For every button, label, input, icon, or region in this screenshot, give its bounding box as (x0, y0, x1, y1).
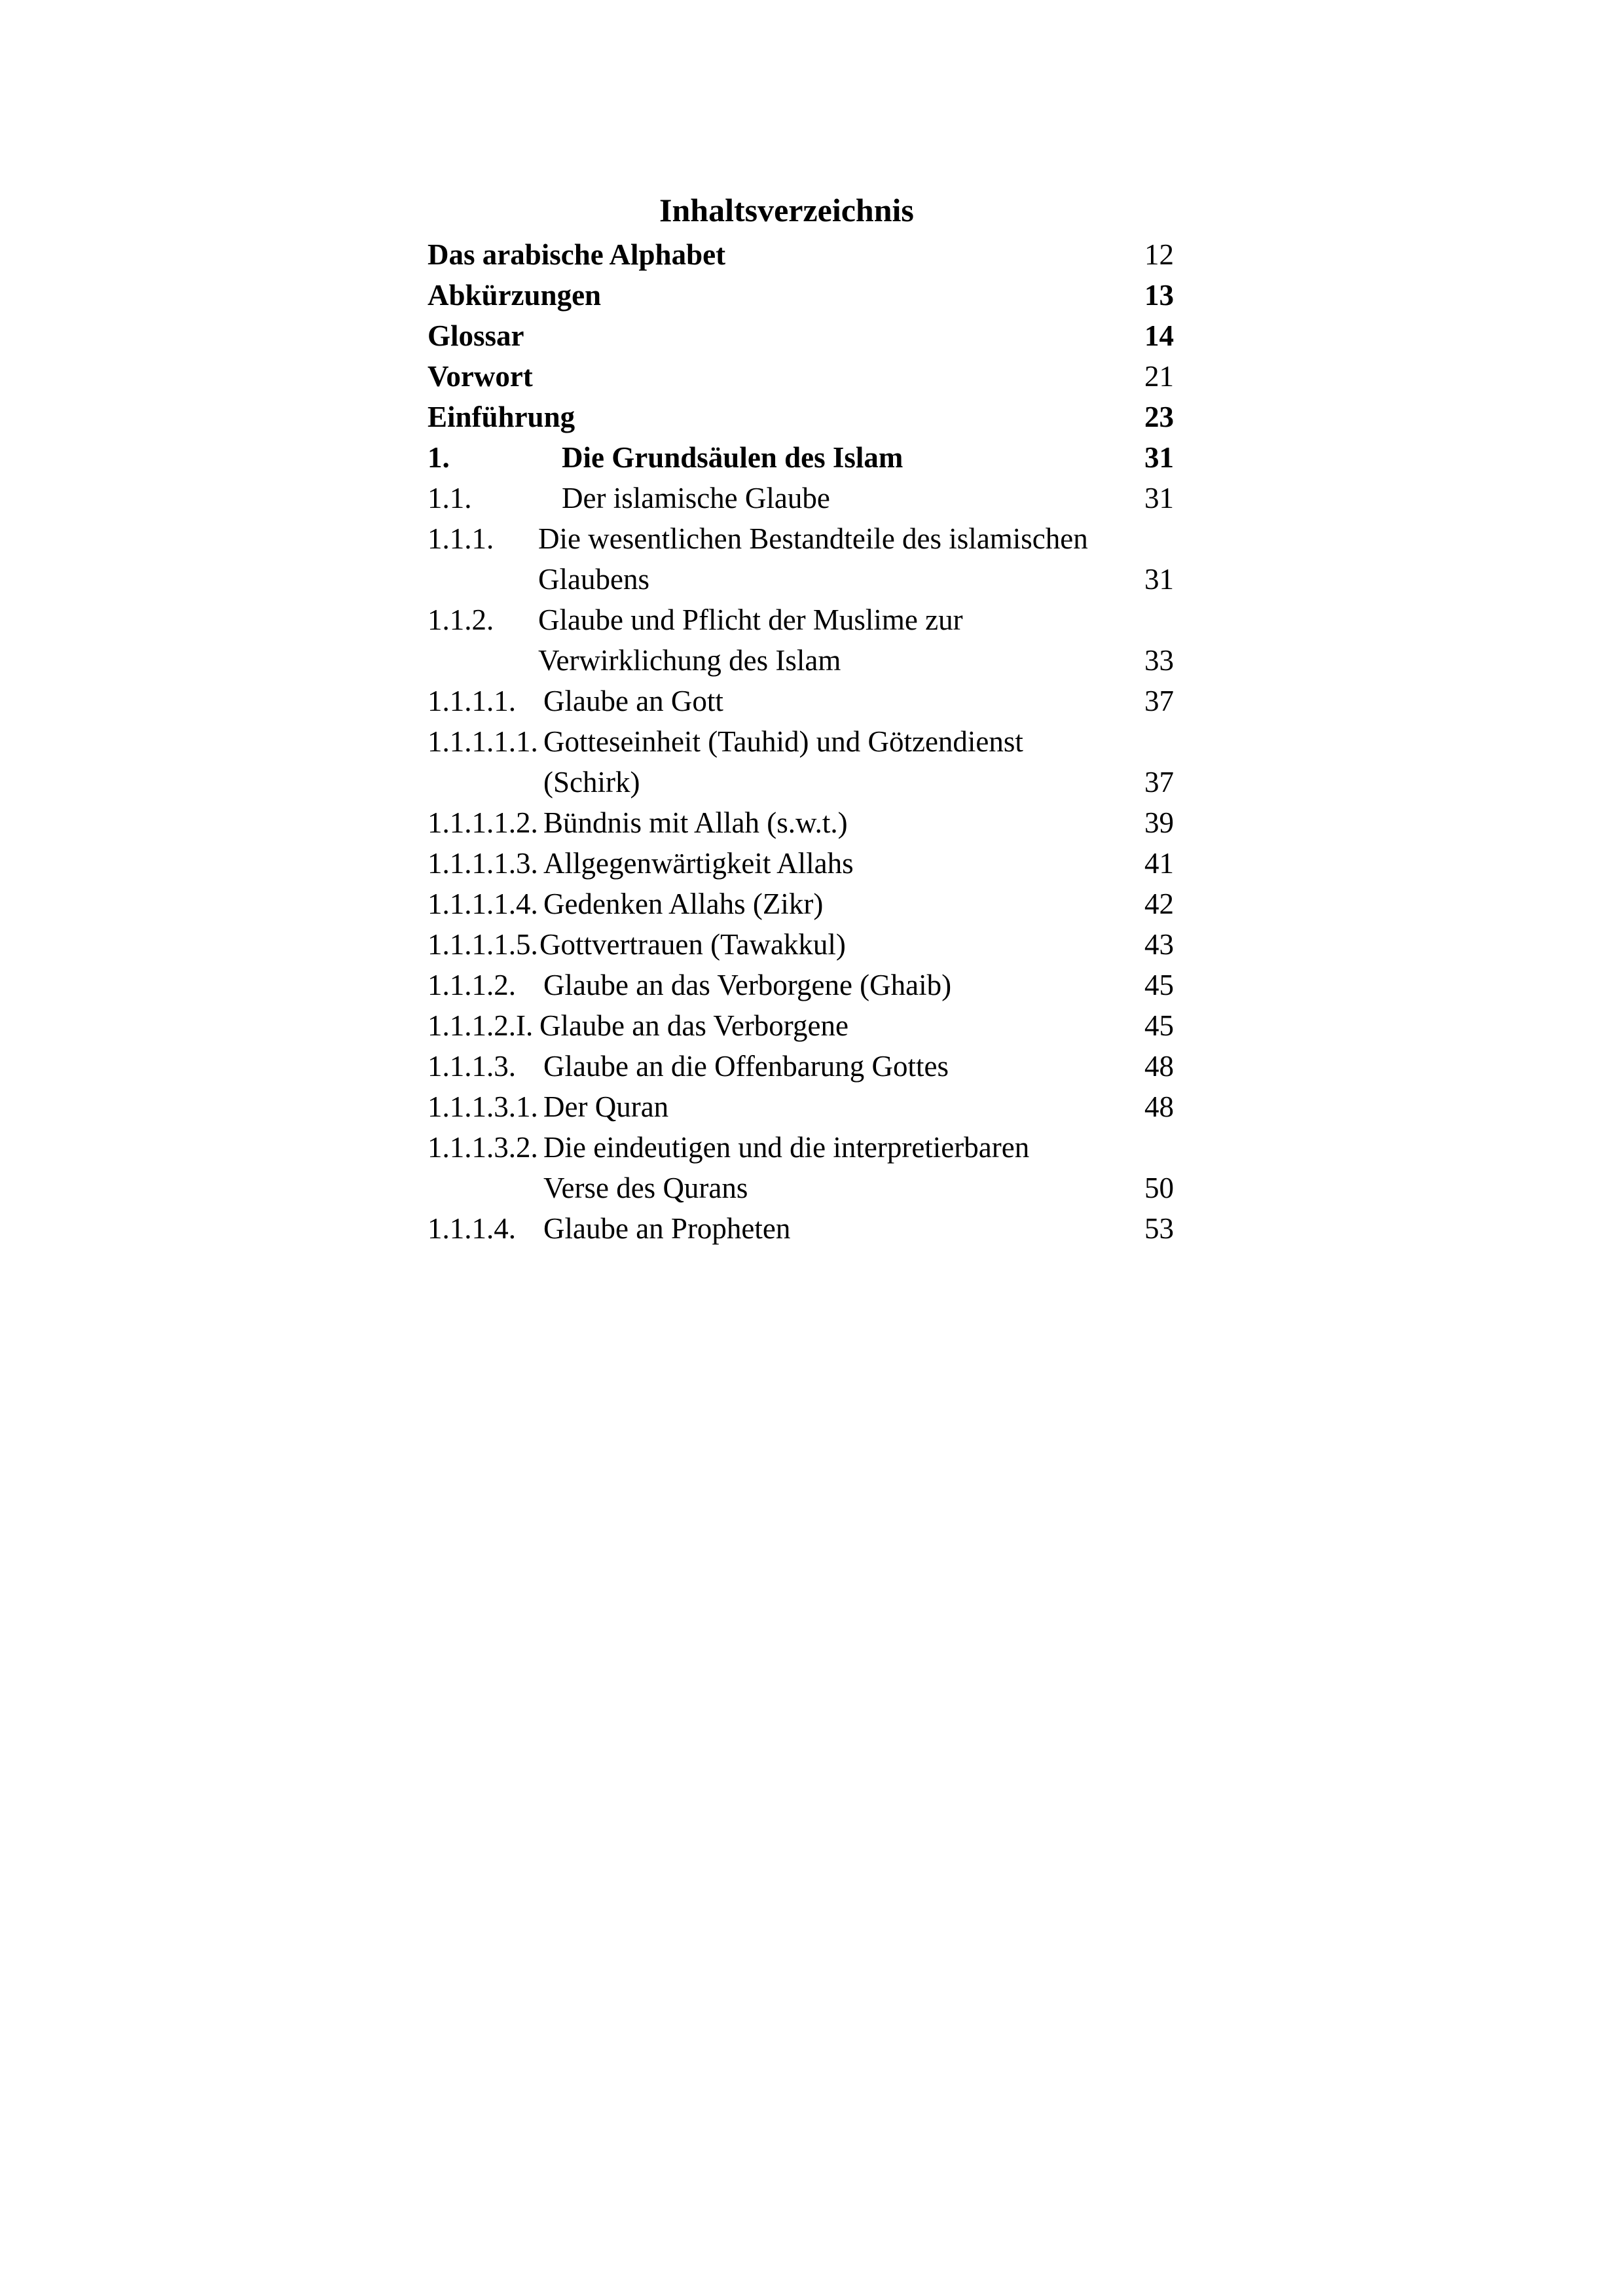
toc-entry-title: Gedenken Allahs (Zikr) (543, 888, 824, 920)
toc-entry-page: 43 (1144, 928, 1174, 961)
table-of-contents (428, 234, 1174, 1249)
toc-entry-1-1-2[interactable] (428, 600, 1174, 640)
toc-entry-introduction[interactable] (428, 397, 1174, 437)
toc-entry-1-1-1-1-1[interactable] (428, 721, 1174, 762)
toc-entry-page: 48 (1144, 1090, 1174, 1123)
toc-entry-page: 45 (1144, 1009, 1174, 1042)
toc-entry-title: Die wesentlichen Bestandteile des islamischen (538, 522, 1088, 555)
toc-entry-number: 1.1.1.1.2. (428, 806, 538, 839)
toc-entry-title: Der Quran (543, 1090, 669, 1123)
toc-entry-number: 1.1.1.1. (428, 685, 516, 717)
toc-entry-page: 37 (1144, 685, 1174, 717)
toc-entry-title: Glaube an die Offenbarung Gottes (543, 1050, 949, 1083)
toc-entry-page: 39 (1144, 806, 1174, 839)
toc-entry-title: Gottvertrauen (Tawakkul) (539, 928, 846, 961)
toc-entry-title: Verwirklichung des Islam (538, 644, 841, 677)
toc-entry-number: 1.1.1.1.5. (428, 928, 538, 961)
toc-entry-page: 23 (1144, 401, 1174, 433)
toc-entry-1-1-1-1-4[interactable] (428, 884, 1174, 924)
toc-entry-1-1-1-3-2[interactable] (428, 1127, 1174, 1168)
toc-entry-page: 48 (1144, 1050, 1174, 1083)
toc-entry-glossary[interactable] (428, 315, 1174, 356)
toc-entry-1-1-1-1-1-continued[interactable] (428, 762, 1174, 802)
toc-entry-chapter-1[interactable] (428, 437, 1174, 478)
toc-entry-page: 53 (1144, 1212, 1174, 1245)
toc-entry-1-1-1-continued[interactable] (428, 559, 1174, 600)
toc-entry-title: Glaube an das Verborgene (539, 1009, 848, 1042)
toc-entry-title: Glaube an Gott (543, 685, 723, 717)
toc-entry-page: 37 (1144, 766, 1174, 798)
toc-entry-page: 41 (1144, 847, 1174, 880)
toc-entry-1-1[interactable] (428, 478, 1174, 518)
toc-entry-title: Das arabische Alphabet (428, 238, 726, 271)
toc-entry-1-1-1-2-I[interactable] (428, 1005, 1174, 1046)
toc-entry-title: (Schirk) (543, 766, 640, 798)
toc-entry-title: Die Grundsäulen des Islam (562, 441, 903, 474)
toc-entry-page: 33 (1144, 644, 1174, 677)
toc-entry-page: 31 (1144, 482, 1174, 514)
toc-entry-title: Der islamische Glaube (562, 482, 830, 514)
toc-entry-page: 13 (1144, 279, 1174, 312)
toc-entry-number: 1.1. (428, 482, 472, 514)
toc-entry-abbreviations[interactable] (428, 275, 1174, 315)
toc-entry-number: 1.1.1.2.I. (428, 1009, 534, 1042)
toc-entry-1-1-1-1-3[interactable] (428, 843, 1174, 884)
toc-entry-page: 14 (1144, 319, 1174, 352)
toc-entry-arabic-alphabet[interactable] (428, 234, 1174, 275)
toc-entry-title: Gotteseinheit (Tauhid) und Götzendienst (543, 725, 1023, 758)
toc-entry-1-1-1-1-2[interactable] (428, 802, 1174, 843)
toc-entry-title: Bündnis mit Allah (s.w.t.) (543, 806, 848, 839)
toc-entry-number: 1.1.1.1.1. (428, 725, 538, 758)
toc-entry-page: 31 (1144, 441, 1174, 474)
toc-entry-title: Glossar (428, 319, 524, 352)
toc-entry-page: 50 (1144, 1172, 1174, 1204)
toc-entry-title: Abkürzungen (428, 279, 602, 312)
toc-entry-page: 42 (1144, 888, 1174, 920)
toc-entry-number: 1.1.1.3.1. (428, 1090, 538, 1123)
toc-entry-number: 1.1.1.3. (428, 1050, 516, 1083)
toc-entry-number: 1. (428, 441, 450, 474)
toc-entry-1-1-1-1-5[interactable] (428, 924, 1174, 965)
toc-entry-title: Einführung (428, 401, 575, 433)
toc-heading: Inhaltsverzeichnis (659, 192, 914, 228)
toc-entry-1-1-1-3[interactable] (428, 1046, 1174, 1086)
toc-entry-title: Glaubens (538, 563, 649, 596)
toc-entry-title: Verse des Qurans (543, 1172, 748, 1204)
toc-entry-foreword[interactable] (428, 356, 1174, 397)
toc-entry-title: Glaube und Pflicht der Muslime zur (538, 603, 963, 636)
toc-entry-1-1-2-continued[interactable] (428, 640, 1174, 681)
toc-entry-number: 1.1.1.4. (428, 1212, 516, 1245)
toc-entry-1-1-1-3-2-continued[interactable] (428, 1168, 1174, 1208)
toc-entry-1-1-1-3-1[interactable] (428, 1086, 1174, 1127)
toc-entry-page: 45 (1144, 969, 1174, 1001)
toc-entry-number: 1.1.1.2. (428, 969, 516, 1001)
toc-entry-number: 1.1.1.3.2. (428, 1131, 538, 1164)
toc-entry-1-1-1-1[interactable] (428, 681, 1174, 721)
toc-entry-number: 1.1.2. (428, 603, 494, 636)
toc-entry-1-1-1-4[interactable] (428, 1208, 1174, 1249)
toc-entry-title: Allgegenwärtigkeit Allahs (543, 847, 854, 880)
toc-entry-page: 31 (1144, 563, 1174, 596)
toc-entry-title: Glaube an das Verborgene (Ghaib) (543, 969, 952, 1001)
toc-entry-number: 1.1.1.1.4. (428, 888, 538, 920)
toc-entry-1-1-1[interactable] (428, 518, 1174, 559)
toc-entry-page: 21 (1144, 360, 1174, 393)
toc-entry-title: Die eindeutigen und die interpretierbaren (543, 1131, 1030, 1164)
toc-entry-number: 1.1.1.1.3. (428, 847, 538, 880)
toc-entry-page: 12 (1144, 238, 1174, 271)
toc-entry-title: Glaube an Propheten (543, 1212, 791, 1245)
toc-entry-title: Vorwort (428, 360, 533, 393)
toc-entry-number: 1.1.1. (428, 522, 494, 555)
toc-entry-1-1-1-2[interactable] (428, 965, 1174, 1005)
